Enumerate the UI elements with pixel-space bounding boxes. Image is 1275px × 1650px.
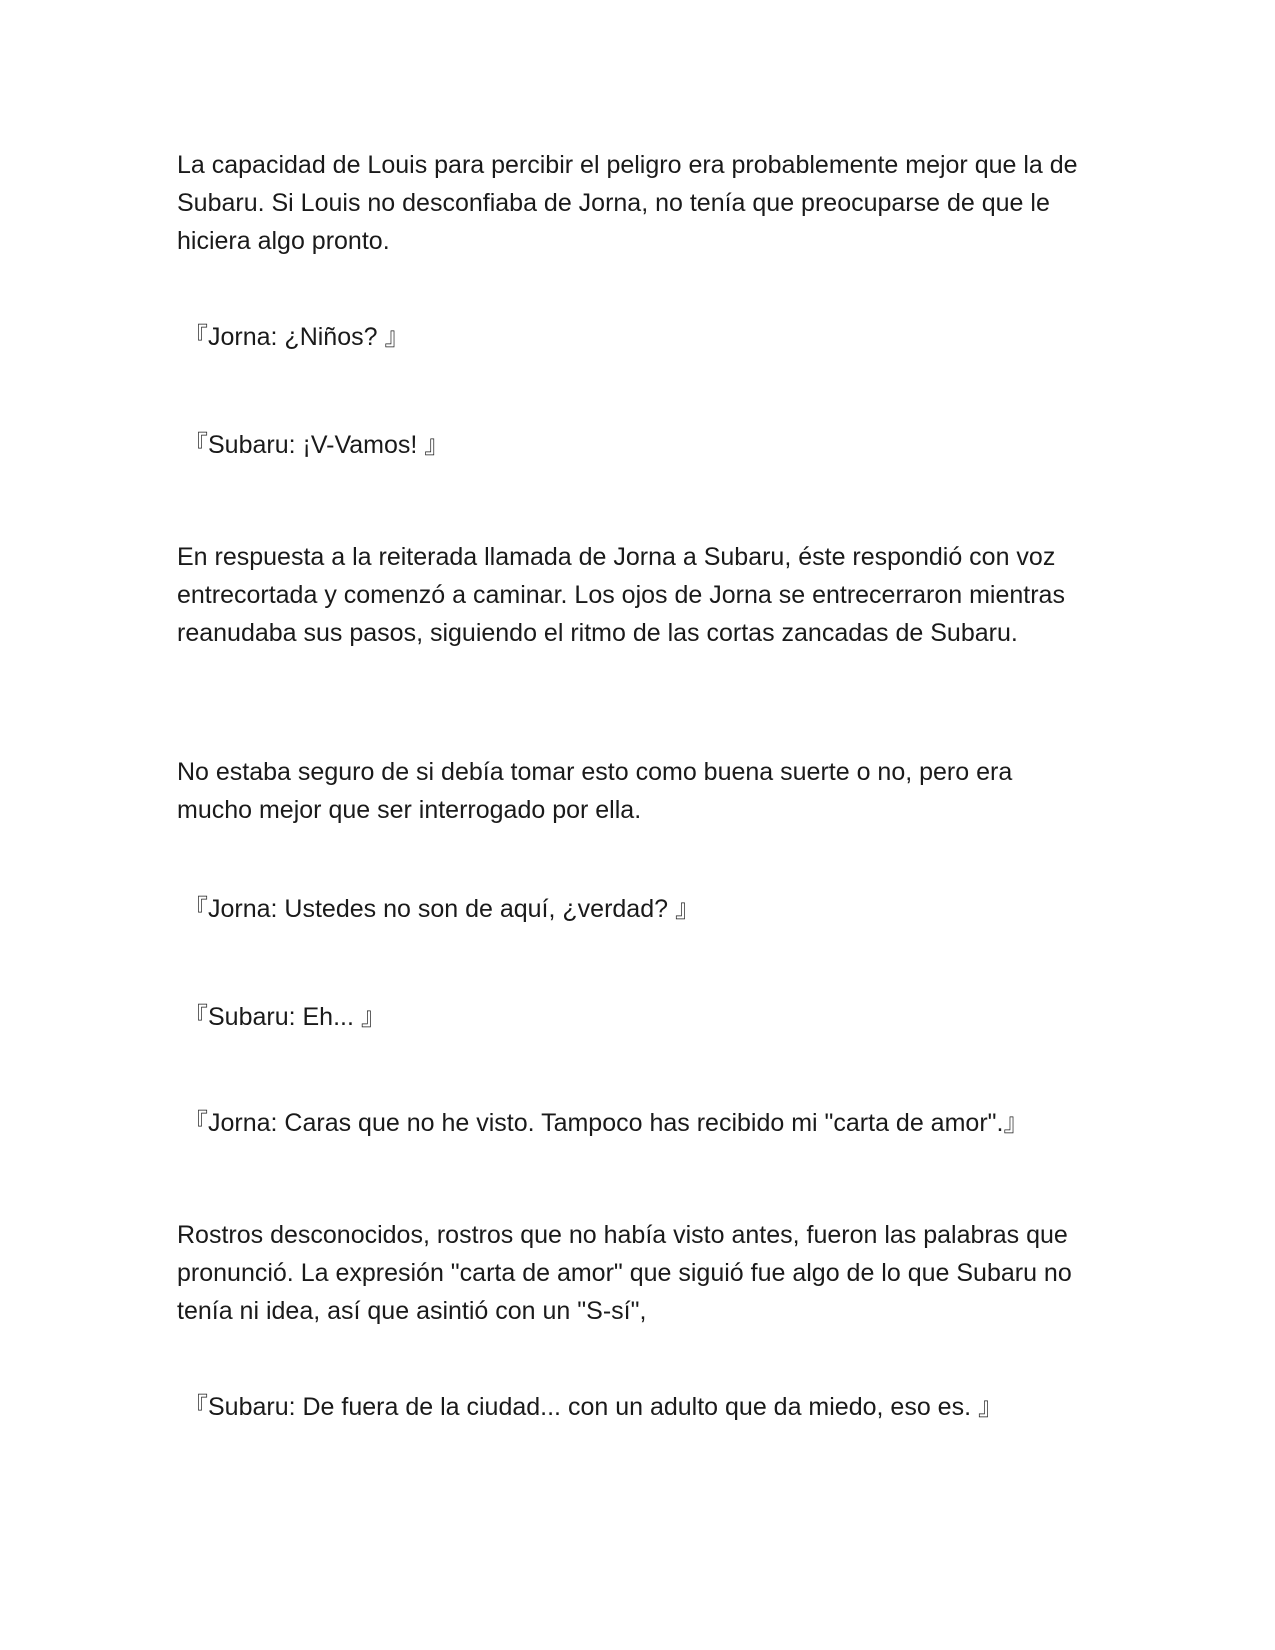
- narration-paragraph-4: Rostros desconocidos, rostros que no había visto antes, fueron las palabras que pronunció. La expresión "carta de amor" que siguió fue algo de lo que Subaru no tenía ni idea, así que asintió con un "S-sí",: [177, 1221, 1072, 1325]
- narration-paragraph-2: En respuesta a la reiterada llamada de Jorna a Subaru, éste respondió con voz entrecortada y comenzó a caminar. Los ojos de Jorna se entrecerraron mientras reanudaba sus pasos, siguiendo el ritmo de las cortas zancadas de Subaru.: [177, 543, 1065, 647]
- dialogue-line-jorna-3: 『Jorna: Caras que no he visto. Tampoco has recibido mi "carta de amor".』: [183, 1109, 1029, 1137]
- dialogue-line-subaru-2: 『Subaru: Eh... 』: [183, 1003, 386, 1031]
- dialogue-line-jorna-1: 『Jorna: ¿Niños? 』: [183, 323, 410, 351]
- narration-paragraph-1: La capacidad de Louis para percibir el peligro era probablemente mejor que la de Subaru. Si Louis no desconfiaba de Jorna, no tenía que preocuparse de que le hiciera algo pronto.: [177, 151, 1078, 255]
- dialogue-line-subaru-3: 『Subaru: De fuera de la ciudad... con un adulto que da miedo, eso es. 』: [183, 1393, 1003, 1421]
- narration-paragraph-3: No estaba seguro de si debía tomar esto como buena suerte o no, pero era mucho mejor que ser interrogado por ella.: [177, 758, 1013, 824]
- dialogue-line-subaru-1: 『Subaru: ¡V-Vamos! 』: [183, 431, 450, 459]
- dialogue-line-jorna-2: 『Jorna: Ustedes no son de aquí, ¿verdad? 』: [183, 895, 700, 923]
